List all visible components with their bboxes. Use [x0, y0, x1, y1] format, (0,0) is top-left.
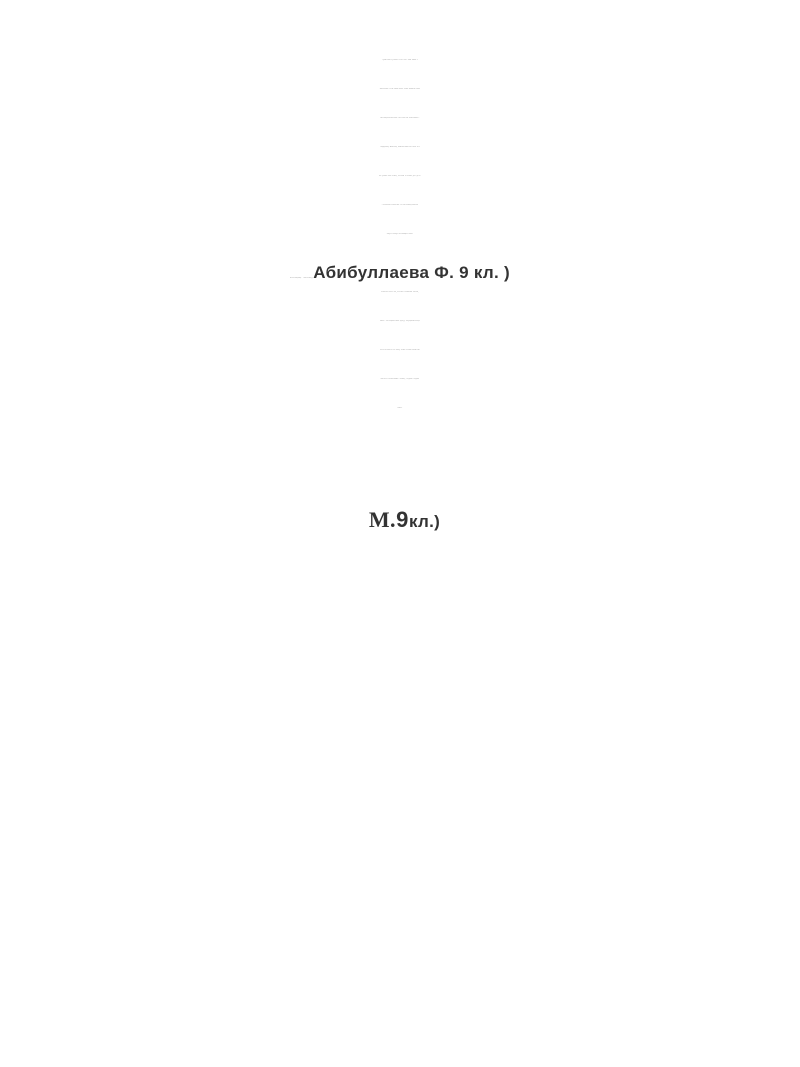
helper-line: наизусть стихотворения о Крыме, о родине и родном [380, 379, 420, 380]
helper-line: расскажет вам о том, как живут крымские татары, [381, 292, 419, 293]
poem-heading [0, 507, 800, 533]
helper-first-line [0, 263, 800, 283]
helper-line: и как веселится этот народ. Наши ученики прочитают [380, 350, 420, 351]
poem-heading-suffix: кл.) [408, 512, 441, 531]
helper-prefix: Моя помощница – экскурсовод ( [289, 278, 314, 279]
helper-line: языке. [397, 408, 403, 409]
helper-line: какая у них национальная одежда, традиционная пица [380, 321, 420, 322]
poem-heading-name: М. [368, 507, 396, 532]
intro-line: Здравствуйте дорогие гости. Мы с вами живем в [382, 60, 418, 61]
poem-heading-grade: 9 [396, 507, 409, 532]
intro-line: прекрасном уголке нашей земли. Крым необычен своей [379, 89, 421, 90]
intro-line: традициями, обычаями, нравами крымских татар. Все [380, 147, 420, 148]
helper-name: Абибуллаева Ф. 9 кл. ) [313, 263, 511, 282]
intro-line: мы должны жить в мире, согласии и уважать друг друга [379, 176, 421, 177]
intro-line: с почтением относиться к культурным ценностям [381, 205, 419, 206]
intro-line: каждого народа населяющего Крым. [386, 234, 414, 235]
intro-line: многонациональностью. Мы хотим вас познакомить с [380, 118, 420, 119]
